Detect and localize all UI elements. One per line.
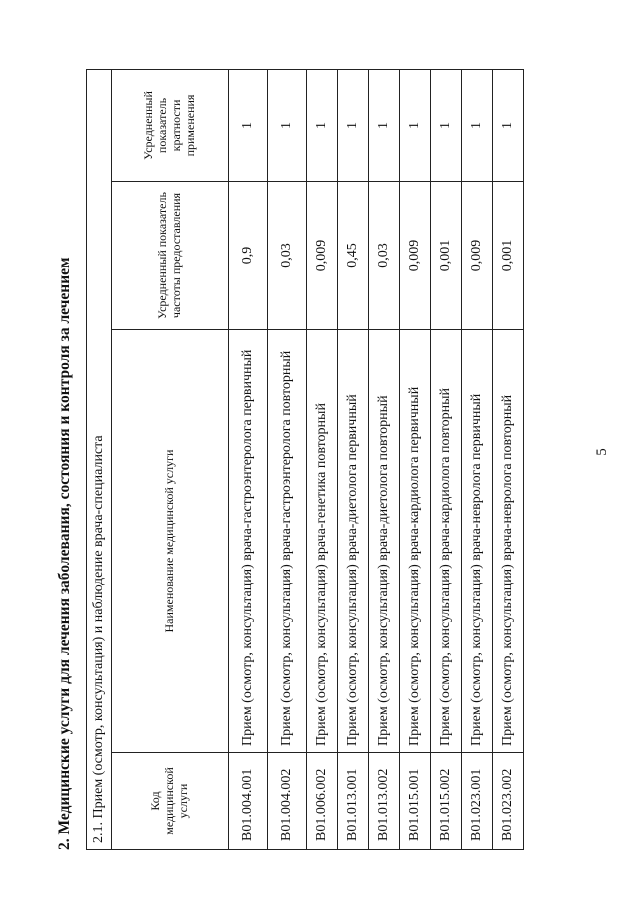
cell-name: Прием (осмотр, консультация) врача-гастроэнтеролога повторный — [268, 330, 307, 753]
cell-frequency: 0,45 — [338, 182, 369, 330]
cell-name: Прием (осмотр, консультация) врача-диетолога повторный — [369, 330, 400, 753]
cell-code: B01.023.002 — [493, 753, 524, 850]
cell-name: Прием (осмотр, консультация) врача-генетика повторный — [307, 330, 338, 753]
cell-code: B01.013.002 — [369, 753, 400, 850]
cell-frequency: 0,001 — [431, 182, 462, 330]
subsection-row — [87, 69, 112, 849]
cell-code: B01.023.001 — [462, 753, 493, 850]
page-number: 5 — [594, 448, 610, 456]
cell-multiplicity: 1 — [369, 69, 400, 181]
cell-name: Прием (осмотр, консультация) врача-невролога первичный — [462, 330, 493, 753]
cell-multiplicity: 1 — [307, 69, 338, 181]
cell-code: B01.006.002 — [307, 753, 338, 850]
header-name: Наименование медицинской услуги — [112, 330, 229, 753]
cell-multiplicity: 1 — [462, 69, 493, 181]
table-row — [268, 69, 307, 849]
cell-frequency: 0,03 — [268, 182, 307, 330]
cell-code: B01.015.002 — [431, 753, 462, 850]
section-title: 2. Медицинские услуги для лечения заболевания, состояния и контроля за лечением — [56, 257, 73, 850]
cell-code: B01.015.001 — [400, 753, 431, 850]
header-frequency: Усредненный показатель частоты предоставления — [112, 182, 229, 330]
table-row — [462, 69, 493, 849]
cell-multiplicity: 1 — [338, 69, 369, 181]
cell-frequency: 0,009 — [307, 182, 338, 330]
cell-frequency: 0,03 — [369, 182, 400, 330]
cell-multiplicity: 1 — [268, 69, 307, 181]
cell-code: B01.013.001 — [338, 753, 369, 850]
cell-name: Прием (осмотр, консультация) врача-кардиолога первичный — [400, 330, 431, 753]
table-row — [431, 69, 462, 849]
cell-code: B01.004.002 — [268, 753, 307, 850]
cell-multiplicity: 1 — [431, 69, 462, 181]
cell-frequency: 0,009 — [462, 182, 493, 330]
cell-multiplicity: 1 — [229, 69, 268, 181]
header-multiplicity: Усредненный показатель кратности применения — [112, 69, 229, 181]
cell-multiplicity: 1 — [400, 69, 431, 181]
table-row — [493, 69, 524, 849]
cell-frequency: 0,001 — [493, 182, 524, 330]
cell-frequency: 0,009 — [400, 182, 431, 330]
cell-name: Прием (осмотр, консультация) врача-кардиолога повторный — [431, 330, 462, 753]
cell-code: B01.004.001 — [229, 753, 268, 850]
cell-name: Прием (осмотр, консультация) врача-гастроэнтеролога первичный — [229, 330, 268, 753]
table-row — [369, 69, 400, 849]
services-table — [86, 69, 524, 850]
header-code: Код медицинской услуги — [112, 753, 229, 850]
cell-name: Прием (осмотр, консультация) врача-невролога повторный — [493, 330, 524, 753]
table-row — [338, 69, 369, 849]
cell-multiplicity: 1 — [493, 69, 524, 181]
table-row — [229, 69, 268, 849]
table-row — [307, 69, 338, 849]
table-row — [400, 69, 431, 849]
subsection-title: 2.1. Прием (осмотр, консультация) и наблюдение врача-специалиста — [87, 69, 112, 849]
cell-name: Прием (осмотр, консультация) врача-диетолога первичный — [338, 330, 369, 753]
table-header-row — [112, 69, 229, 849]
cell-frequency: 0,9 — [229, 182, 268, 330]
